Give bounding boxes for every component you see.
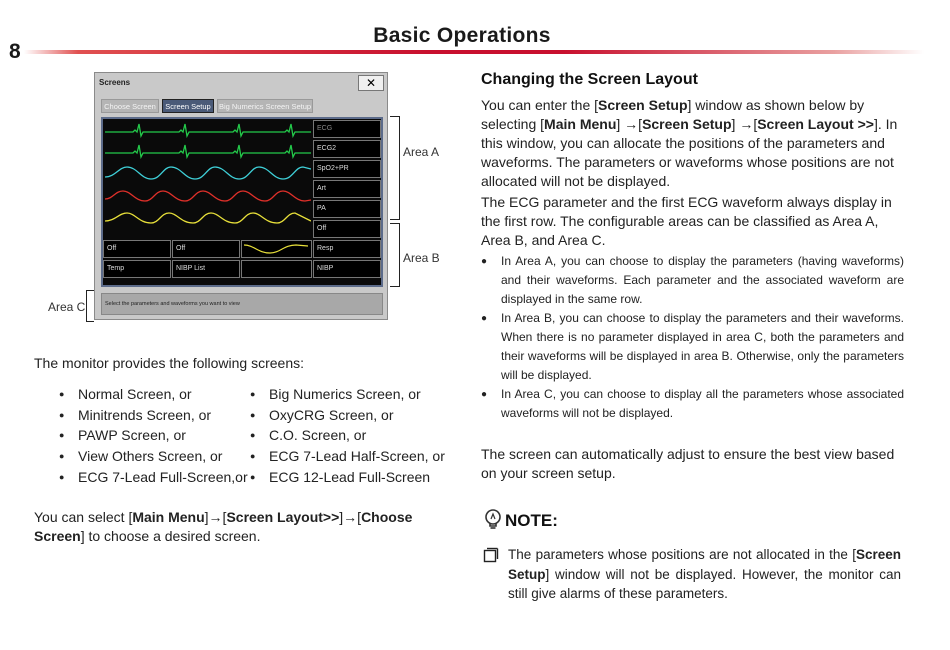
menu-ref-main-menu: Main Menu (132, 509, 205, 525)
text-run: ] to choose a desired screen. (80, 528, 261, 544)
window-titlebar (95, 73, 387, 93)
text-run: ]→[ (204, 509, 227, 525)
area-b-label: Area B (403, 251, 440, 265)
list-item: ● In Area A, you can choose to display the parameters (having waveforms) and their waveforms. Each parameter and the associated waveform are displayed in the same row. (481, 252, 904, 309)
list-item: ● OxyCRG Screen, or (250, 405, 445, 426)
screens-window-figure (94, 72, 388, 320)
page-title: Basic Operations (373, 24, 551, 47)
param-label-spo2-pr[interactable]: SpO2+PR (313, 160, 381, 178)
text-run: ] window will not be displayed. However, the monitor can still give alarms of these parameters. (508, 566, 901, 601)
header-rule (24, 50, 924, 54)
list-item: ● ECG 7-Lead Full-Screen,or (59, 467, 248, 488)
area-b-wave-cell[interactable] (241, 240, 312, 258)
waveform-spo2 (105, 167, 311, 179)
text-run: You can enter the [ (481, 97, 599, 113)
list-item: ● Big Numerics Screen, or (250, 384, 445, 405)
area-b-bracket (390, 223, 400, 287)
waveform-art (105, 191, 311, 201)
intro-paragraph (481, 96, 906, 191)
param-label-off[interactable]: Off (313, 220, 381, 238)
list-item: ● In Area B, you can choose to display the parameters and their waveforms. When there is no parameter displayed in area C, both the parameters and their waveforms will be displayed in area B. Otherwise, only the parameters will be displayed. (481, 309, 904, 385)
list-item: ● View Others Screen, or (59, 446, 248, 467)
param-label-art[interactable]: Art (313, 180, 381, 198)
list-item: ● In Area C, you can choose to display all the parameters whose associated waveforms will not be displayed. (481, 385, 904, 423)
layout-preview (101, 117, 383, 287)
close-button[interactable]: ✕ (358, 75, 384, 91)
screen-list-col2 (250, 384, 445, 487)
tab-screen-setup[interactable]: Screen Setup (162, 99, 214, 113)
menu-ref-main-menu: Main Menu (544, 116, 617, 132)
area-c-label: Area C (48, 300, 86, 314)
tab-choose-screen[interactable]: Choose Screen (101, 99, 159, 113)
note-text (508, 545, 901, 604)
choose-screen-instructions (34, 508, 454, 546)
area-bullets (481, 252, 904, 423)
param-label-resp[interactable]: Resp (313, 240, 381, 258)
lightbulb-icon (483, 508, 503, 530)
list-item: ● C.O. Screen, or (250, 425, 445, 446)
text-run: ]→[ (339, 509, 362, 525)
checkbox-bullet-icon (483, 547, 499, 563)
areas-paragraph: The ECG parameter and the first ECG waveform always display in the first row. The configurable areas can be classified as Area A, Area B, and Area C. (481, 194, 892, 248)
text-run: The parameters whose positions are not allocated in the [ (508, 547, 856, 562)
window-title: Screens (99, 78, 131, 87)
text-run: You can select [ (34, 509, 133, 525)
menu-ref-screen-layout: Screen Layout>> (226, 509, 340, 525)
text-run: ] window as shown below by selecting [ (481, 97, 865, 132)
list-item: ● ECG 7-Lead Half-Screen, or (250, 446, 445, 467)
screens-intro: The monitor provides the following screens: (34, 355, 305, 371)
menu-ref-screen-layout: Screen Layout >> (757, 116, 874, 132)
list-item: ● PAWP Screen, or (59, 425, 248, 446)
waveform-ecg2 (105, 145, 311, 157)
tab-big-numerics-screen-setup[interactable]: Big Numerics Screen Setup (217, 99, 313, 113)
page-number: 8 (9, 40, 21, 63)
note-heading-text: NOTE: (505, 511, 558, 530)
param-label-ecg2[interactable]: ECG2 (313, 140, 381, 158)
param-label-ecg[interactable]: ECG (313, 120, 381, 138)
status-bar: Select the parameters and waveforms you want to view (101, 293, 383, 315)
menu-ref-screen-setup: Screen Setup (598, 97, 688, 113)
area-b-cell[interactable]: Temp (103, 260, 171, 278)
list-item: ● ECG 12-Lead Full-Screen (250, 467, 445, 488)
text-run: ] →[ (731, 116, 758, 132)
area-c-bracket (86, 290, 94, 322)
area-b-empty-cell[interactable] (241, 260, 312, 278)
waveform-pa (105, 213, 311, 223)
area-a-label: Area A (403, 145, 440, 159)
menu-ref-choose-screen: Choose Screen (34, 509, 413, 544)
list-item: ● Normal Screen, or (59, 384, 248, 405)
auto-adjust-paragraph: The screen can automatically adjust to ensure the best view based on your screen setup. (481, 446, 895, 481)
note-heading (483, 508, 558, 531)
screen-list-col1 (59, 384, 248, 487)
menu-ref-screen-setup: Screen Setup (642, 116, 732, 132)
param-label-pa[interactable]: PA (313, 200, 381, 218)
section-heading: Changing the Screen Layout (481, 71, 698, 88)
area-b-cell[interactable]: Off (172, 240, 240, 258)
area-b-cell[interactable]: Off (103, 240, 171, 258)
menu-ref-screen-setup: Screen Setup (508, 547, 901, 582)
text-run: ] →[ (616, 116, 643, 132)
param-label-nibp[interactable]: NIBP (313, 260, 381, 278)
waveform-ecg (105, 124, 311, 136)
waveform-resp (244, 241, 308, 257)
area-b-cell[interactable]: NIBP List (172, 260, 240, 278)
area-a-bracket (390, 116, 400, 220)
list-item: ● Minitrends Screen, or (59, 405, 248, 426)
text-run: ]. In this window, you can allocate the positions of the parameters and waveforms. The parameters or waveforms whose positions are not allocated will not be displayed. (481, 116, 898, 189)
